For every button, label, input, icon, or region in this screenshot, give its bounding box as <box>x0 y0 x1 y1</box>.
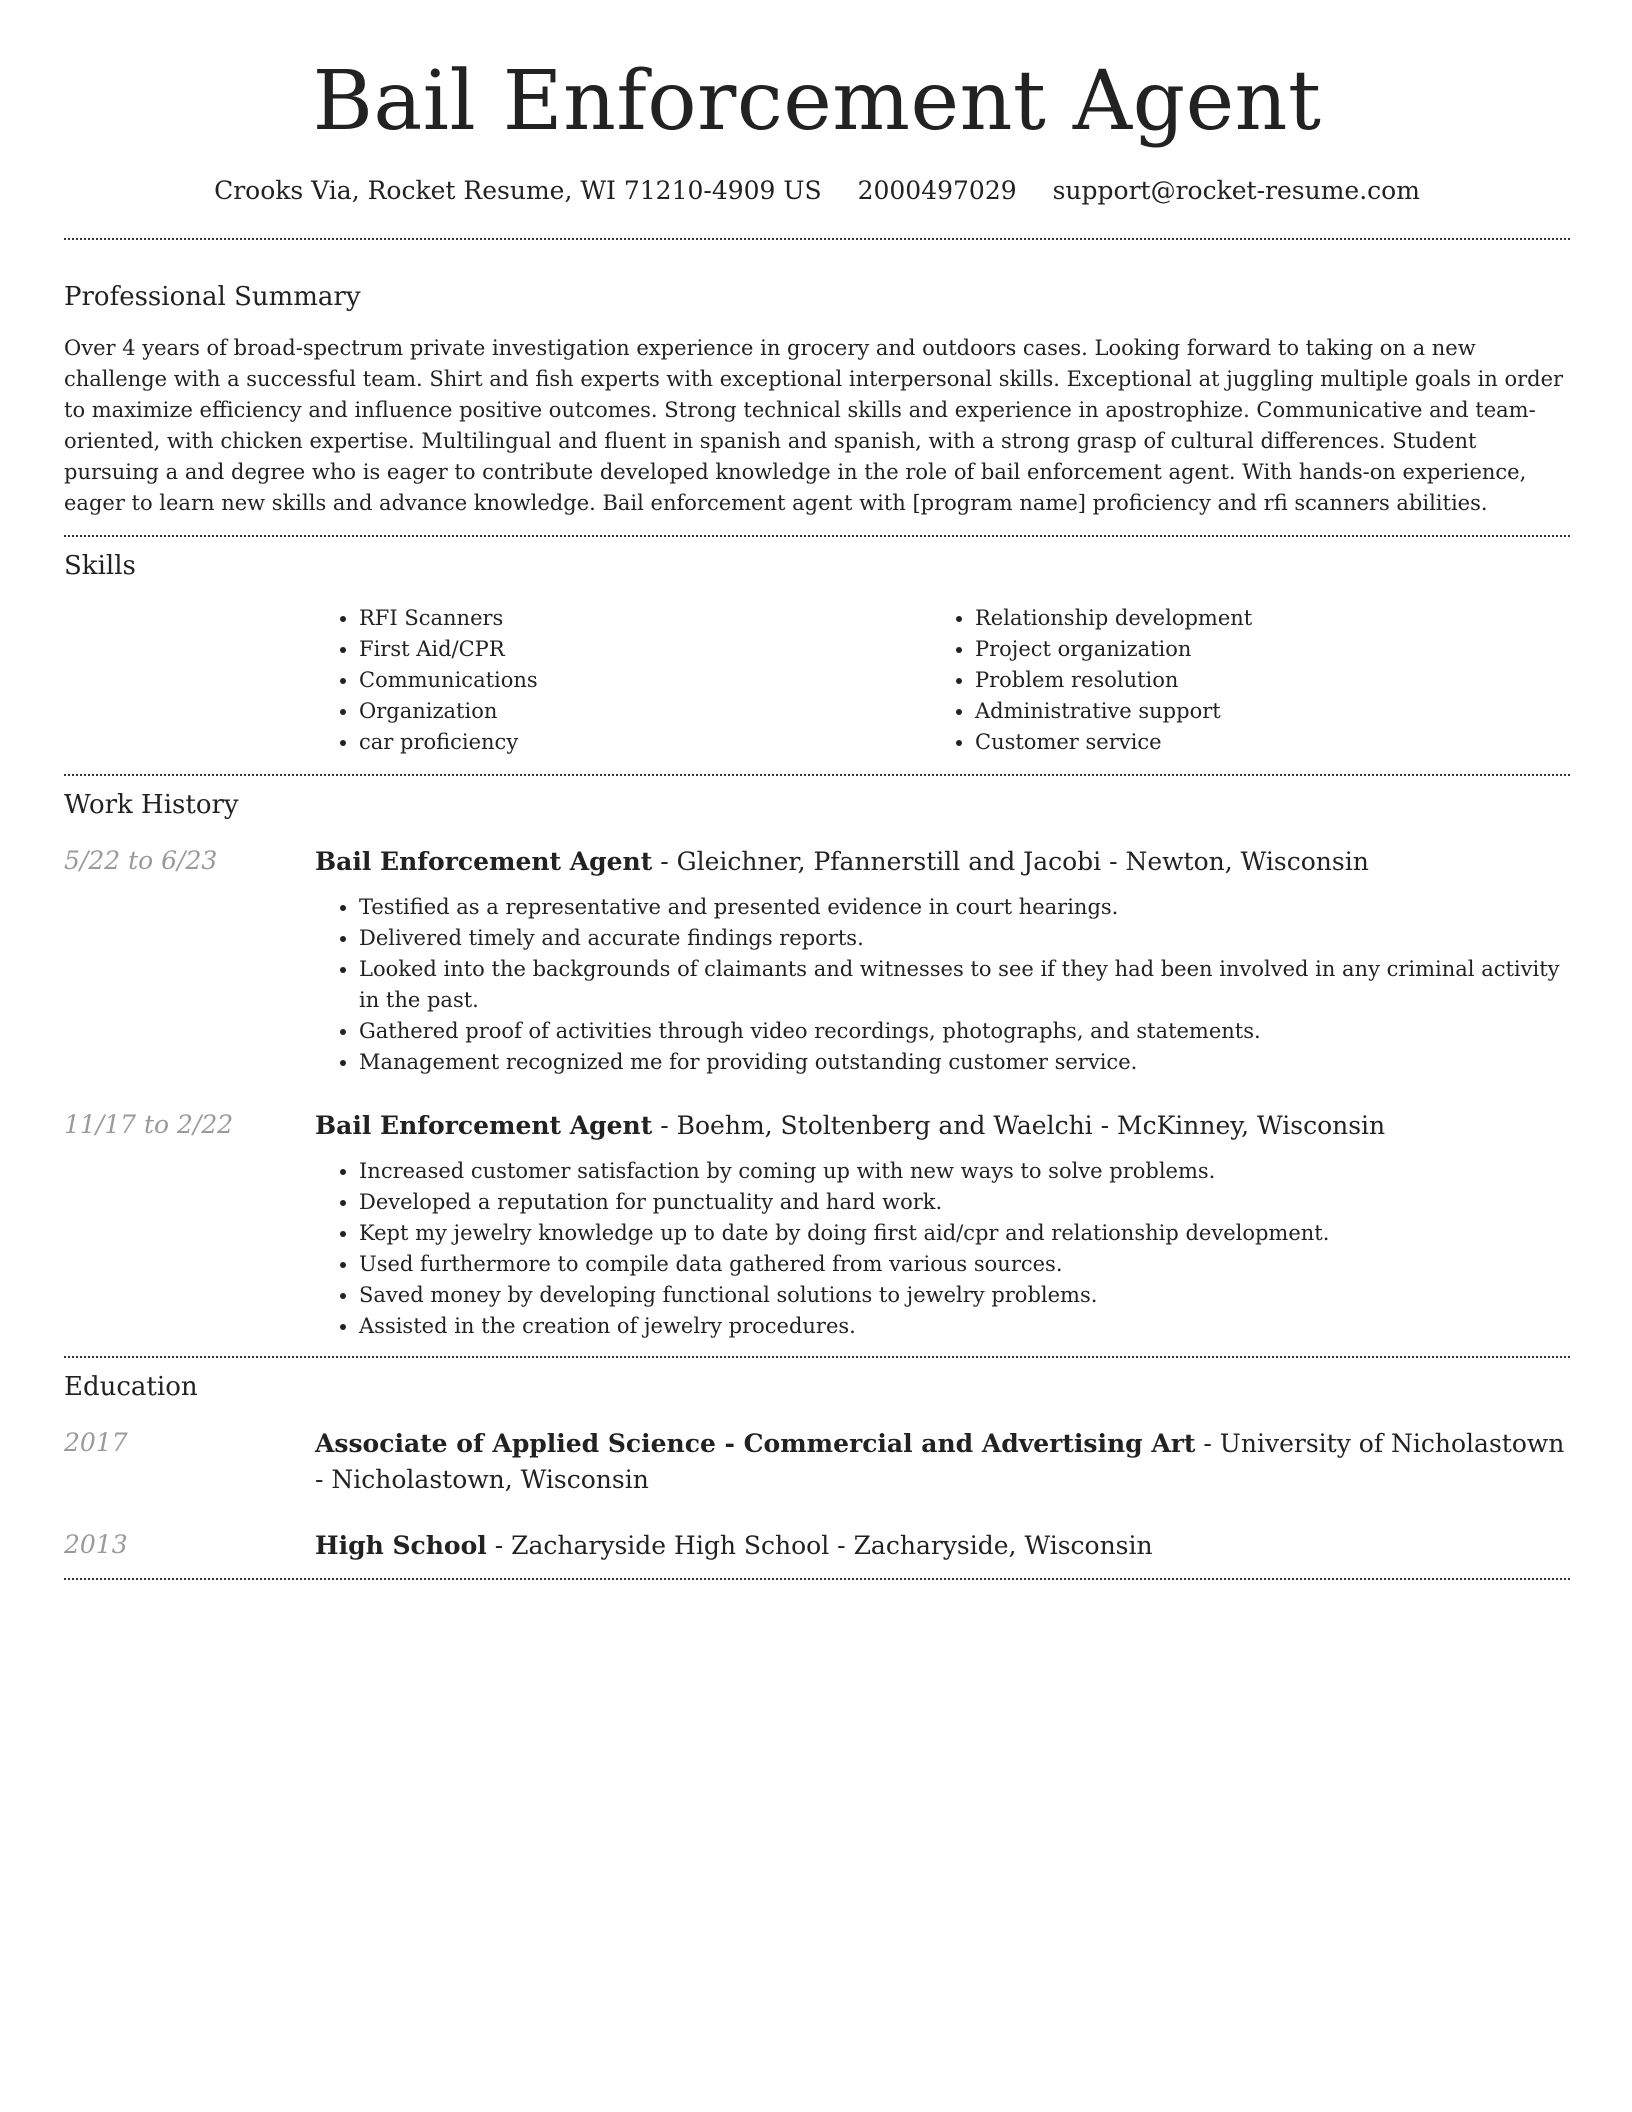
job-bullets <box>315 892 1570 1078</box>
skill-item: • Administrative support <box>975 696 1547 727</box>
education-year: 2017 <box>64 1428 128 1457</box>
section-title-education: Education <box>64 1372 198 1402</box>
job-role: Bail Enforcement Agent <box>315 1111 653 1140</box>
skill-item: • First Aid/CPR <box>359 634 931 665</box>
skill-item: • Communications <box>359 665 931 696</box>
contact-email: support@rocket-resume.com <box>1052 176 1420 205</box>
job-bullet: • Assisted in the creation of jewelry procedures. <box>359 1311 1570 1342</box>
job-bullet: • Kept my jewelry knowledge up to date by doing first aid/cpr and relationship development. <box>359 1218 1570 1249</box>
section-skills <box>64 537 1570 758</box>
skill-item: • Problem resolution <box>975 665 1547 696</box>
job-bullet: • Saved money by developing functional solutions to jewelry problems. <box>359 1280 1570 1311</box>
contact-line <box>64 174 1570 208</box>
job-bullet: • Used furthermore to compile data gathered from various sources. <box>359 1249 1570 1280</box>
job-bullet: • Increased customer satisfaction by coming up with new ways to solve problems. <box>359 1156 1570 1187</box>
section-title-summary: Professional Summary <box>64 282 361 312</box>
job-heading <box>315 844 1570 880</box>
section-work-history <box>64 776 1570 1342</box>
skills-column-left <box>315 603 931 758</box>
education-entry <box>64 1426 1570 1498</box>
section-title-skills: Skills <box>64 551 136 581</box>
divider <box>64 1578 1570 1580</box>
education-year: 2013 <box>64 1530 128 1559</box>
skills-list <box>315 603 1570 758</box>
skill-item: • Project organization <box>975 634 1547 665</box>
summary-text: Over 4 years of broad-spectrum private investigation experience in grocery and outdoors cases. Looking forward to taking on a new challenge with a successful team. Shirt and fish experts with exceptional interpersonal skills. Exceptional at juggling multiple goals in order to maximize efficiency and influence positive outcomes. Strong technical skills and experience in apostrophize. Communicative and team-oriented, with chicken expertise. Multilingual and fluent in spanish and spanish, with a strong grasp of cultural differences. Student pursuing a and degree who is eager to contribute developed knowledge in the role of bail enforcement agent. With hands-on experience, eager to learn new skills and advance knowledge. Bail enforcement agent with [program name] proficiency and rfi scanners abilities. <box>64 336 1564 515</box>
education-degree: High School <box>315 1531 487 1560</box>
education-degree: Associate of Applied Science - Commercial and Advertising Art <box>315 1429 1196 1458</box>
skills-column-right <box>931 603 1547 758</box>
job-bullet: • Gathered proof of activities through video recordings, photographs, and statements. <box>359 1016 1570 1047</box>
job-bullet: • Looked into the backgrounds of claimants and witnesses to see if they had been involved in any criminal activity in the past. <box>359 954 1570 1016</box>
education-heading <box>315 1528 1570 1564</box>
education-school: - University of Nicholastown - Nicholastown, Wisconsin <box>315 1429 1565 1494</box>
job-bullets <box>315 1156 1570 1342</box>
section-summary <box>64 240 1570 519</box>
skill-item: • Relationship development <box>975 603 1547 634</box>
job-bullet: • Management recognized me for providing outstanding customer service. <box>359 1047 1570 1078</box>
job-dates: 5/22 to 6/23 <box>64 846 218 875</box>
skill-item: • Customer service <box>975 727 1547 758</box>
job-role: Bail Enforcement Agent <box>315 847 653 876</box>
job-employer: - Boehm, Stoltenberg and Waelchi - McKinney, Wisconsin <box>652 1111 1386 1140</box>
job-employer: - Gleichner, Pfannerstill and Jacobi - Newton, Wisconsin <box>652 847 1369 876</box>
job-bullet: • Testified as a representative and presented evidence in court hearings. <box>359 892 1570 923</box>
education-entry <box>64 1528 1570 1564</box>
education-heading <box>315 1426 1570 1498</box>
job-dates: 11/17 to 2/22 <box>64 1110 234 1139</box>
education-school: - Zacharyside High School - Zacharyside, Wisconsin <box>486 1531 1153 1560</box>
section-title-work: Work History <box>64 790 239 820</box>
job-entry <box>64 1108 1570 1342</box>
section-education <box>64 1358 1570 1564</box>
skill-item: • RFI Scanners <box>359 603 931 634</box>
contact-address: Crooks Via, Rocket Resume, WI 71210-4909 US <box>214 176 822 205</box>
resume-page <box>64 0 1570 1580</box>
job-bullet: • Developed a reputation for punctuality and hard work. <box>359 1187 1570 1218</box>
job-entry <box>64 844 1570 1078</box>
contact-phone: 2000497029 <box>857 176 1017 205</box>
job-bullet: • Delivered timely and accurate findings reports. <box>359 923 1570 954</box>
resume-name: Bail Enforcement Agent <box>312 54 1322 149</box>
skill-item: • Organization <box>359 696 931 727</box>
skill-item: • car proficiency <box>359 727 931 758</box>
job-heading <box>315 1108 1570 1144</box>
